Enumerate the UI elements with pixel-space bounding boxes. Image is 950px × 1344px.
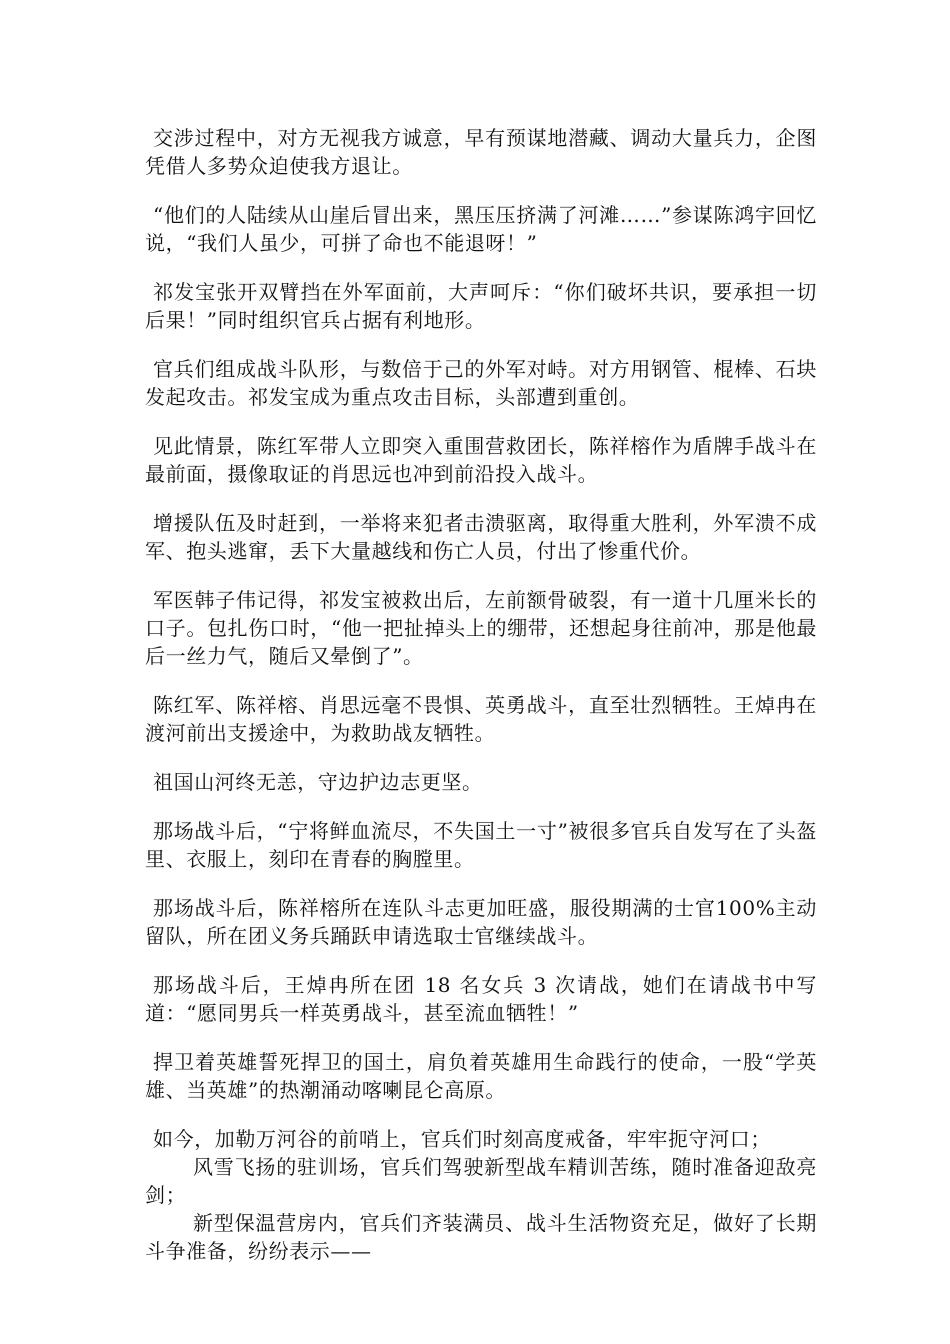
article-body — [145, 124, 817, 1265]
paragraph: 见此情景，陈红军带人立即突入重围营救团长，陈祥榕作为盾牌手战斗在最前面，摄像取证的肖思远也冲到前沿投入战斗。 — [145, 434, 817, 486]
paragraph: 交涉过程中，对方无视我方诚意，早有预谋地潜藏、调动大量兵力，企图凭借人多势众迫使我方退让。 — [145, 126, 817, 178]
paragraph: 那场战斗后，王焯冉所在团 18 名女兵 3 次请战，她们在请战书中写道：“愿同男兵一样英勇战斗，甚至流血牺牲！” — [145, 973, 817, 1025]
paragraph: 增援队伍及时赶到，一举将来犯者击溃驱离，取得重大胜利，外军溃不成军、抱头逃窜，丢下大量越线和伤亡人员，付出了惨重代价。 — [145, 511, 817, 563]
continuation-paragraph: 新型保温营房内，官兵们齐装满员、战斗生活物资充足，做好了长期斗争准备，纷纷表示—— — [145, 1211, 817, 1263]
paragraph: 那场战斗后，陈祥榕所在连队斗志更加旺盛，服役期满的士官100%主动留队，所在团义务兵踊跃申请选取士官继续战斗。 — [145, 896, 817, 948]
paragraph: 陈红军、陈祥榕、肖思远毫不畏惧、英勇战斗，直至壮烈牺牲。王焯冉在渡河前出支援途中，为救助战友牺牲。 — [145, 693, 817, 745]
paragraph: 军医韩子伟记得，祁发宝被救出后，左前额骨破裂，有一道十几厘米长的口子。包扎伤口时，“他一把扯掉头上的绷带，还想起身往前冲，那是他最后一丝力气，随后又晕倒了”。 — [145, 588, 817, 668]
paragraph: “他们的人陆续从山崖后冒出来，黑压压挤满了河滩……”参谋陈鸿宇回忆说，“我们人虽少，可拼了命也不能退呀！” — [145, 203, 817, 255]
paragraph: 祖国山河终无恙，守边护边志更坚。 — [153, 770, 483, 794]
paragraph: 祁发宝张开双臂挡在外军面前，大声呵斥：“你们破坏共识，要承担一切后果！”同时组织官兵占据有利地形。 — [145, 280, 817, 332]
paragraph: 如今，加勒万河谷的前哨上，官兵们时刻高度戒备，牢牢扼守河口； — [153, 1127, 771, 1151]
paragraph: 官兵们组成战斗队形，与数倍于己的外军对峙。对方用钢管、棍棒、石块发起攻击。祁发宝成为重点攻击目标，头部遭到重创。 — [145, 357, 817, 409]
paragraph: 捍卫着英雄誓死捍卫的国土，肩负着英雄用生命践行的使命，一股“学英雄、当英雄”的热潮涌动喀喇昆仑高原。 — [145, 1050, 817, 1102]
continuation-paragraph: 风雪飞扬的驻训场，官兵们驾驶新型战车精训苦练，随时准备迎敌亮剑； — [145, 1155, 817, 1207]
paragraph: 那场战斗后，“宁将鲜血流尽，不失国土一寸”被很多官兵自发写在了头盔里、衣服上，刻印在青春的胸膛里。 — [145, 819, 817, 871]
